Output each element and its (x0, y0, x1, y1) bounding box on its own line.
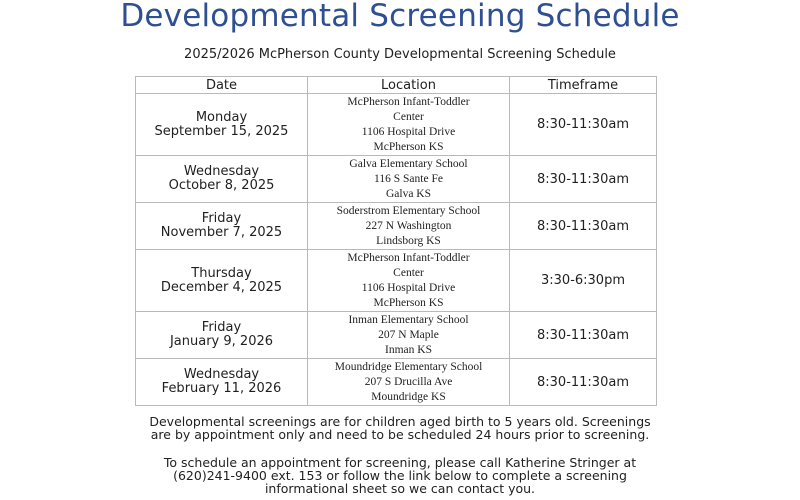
table-row (136, 156, 657, 203)
date-cell (136, 250, 308, 312)
date-value: September 15, 2025 (154, 123, 289, 139)
weekday: Monday (195, 109, 248, 125)
page-subtitle: 2025/2026 McPherson County Developmental Screening Schedule (184, 47, 616, 62)
weekday: Wednesday (183, 164, 260, 179)
location-cell (308, 94, 510, 156)
date-cell (136, 359, 308, 406)
date-value: January 9, 2026 (169, 334, 274, 349)
date-cell (136, 156, 308, 203)
timeframe-cell: 8:30-11:30am (510, 359, 657, 406)
weekday: Friday (201, 320, 242, 335)
weekday: Friday (201, 211, 242, 226)
location-line: 207 N Maple (378, 328, 439, 341)
location-line: McPherson Infant-Toddler (347, 251, 470, 264)
location-line: 1106 Hospital Drive (361, 281, 456, 294)
date-cell (136, 312, 308, 359)
location-cell (308, 250, 510, 312)
location-line: Lindsborg KS (376, 234, 441, 247)
timeframe-cell: 8:30-11:30am (510, 156, 657, 203)
eligibility-note (0, 415, 800, 441)
date-value: February 11, 2026 (161, 381, 282, 396)
location-line: Moundridge Elementary School (334, 360, 483, 373)
contact-note (0, 456, 800, 495)
location-line: McPherson KS (373, 296, 444, 309)
location-line: McPherson KS (373, 140, 444, 153)
location-line: Center (393, 266, 424, 279)
date-cell (136, 94, 308, 156)
weekday: Wednesday (183, 367, 260, 382)
location-line: Soderstrom Elementary School (336, 204, 481, 217)
table-header-row (136, 77, 657, 94)
location-line: Moundridge KS (371, 390, 446, 403)
table-row (136, 250, 657, 312)
location-line: 207 S Drucilla Ave (364, 375, 453, 388)
location-line: 227 N Washington (365, 219, 452, 232)
location-line: Center (393, 110, 424, 123)
weekday: Thursday (191, 265, 252, 281)
date-value: December 4, 2025 (160, 279, 283, 295)
timeframe-cell: 8:30-11:30am (510, 203, 657, 250)
footer-line: informational sheet so we can contact you. (264, 481, 536, 496)
footer-line: (620)241-9400 ext. 153 or follow the link below to complete a screening (173, 468, 627, 483)
page-title: Developmental Screening Schedule (120, 0, 680, 34)
location-line: Galva KS (385, 187, 432, 200)
footer-line: are by appointment only and need to be scheduled 24 hours prior to screening. (150, 427, 650, 442)
date-value: October 8, 2025 (168, 178, 275, 193)
location-line: 1106 Hospital Drive (361, 125, 456, 138)
location-cell (308, 203, 510, 250)
column-header-location: Location (308, 77, 510, 94)
table-row (136, 312, 657, 359)
location-line: Inman Elementary School (348, 313, 469, 326)
timeframe-cell: 3:30-6:30pm (510, 250, 657, 312)
timeframe-cell: 8:30-11:30am (510, 94, 657, 156)
footer-line: Developmental screenings are for children aged birth to 5 years old. Screenings (149, 414, 651, 429)
table-row (136, 359, 657, 406)
location-line: Inman KS (385, 343, 432, 356)
column-header-timeframe: Timeframe (510, 77, 657, 94)
location-line: 116 S Sante Fe (374, 172, 443, 185)
table-row (136, 94, 657, 156)
location-line: McPherson Infant-Toddler (347, 95, 470, 108)
location-cell (308, 359, 510, 406)
column-header-date: Date (136, 77, 308, 94)
schedule-table (135, 76, 657, 406)
location-cell (308, 156, 510, 203)
footer-line: To schedule an appointment for screening, please call Katherine Stringer at (163, 455, 637, 470)
date-value: November 7, 2025 (160, 225, 283, 240)
location-line: Galva Elementary School (349, 157, 468, 170)
timeframe-cell: 8:30-11:30am (510, 312, 657, 359)
location-cell (308, 312, 510, 359)
table-row (136, 203, 657, 250)
date-cell (136, 203, 308, 250)
